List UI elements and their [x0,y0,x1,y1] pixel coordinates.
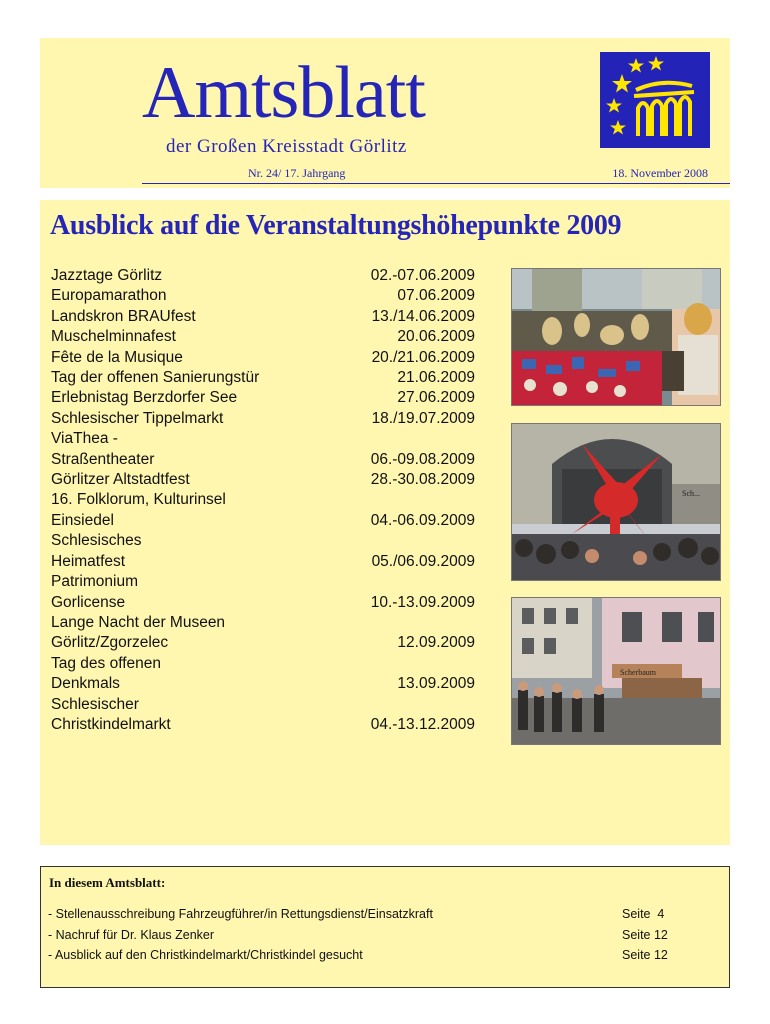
city-logo-icon [600,52,710,148]
event-name: Heimatfest [51,552,126,570]
logo-star [606,98,622,113]
event-name: Fête de la Musique [51,348,183,366]
issue-number: Nr. 24/ 17. Jahrgang [248,166,346,180]
masthead [40,38,730,188]
event-name: Europamarathon [51,287,167,305]
event-date: 13.09.2009 [397,675,475,693]
event-date: 06.-09.08.2009 [370,450,475,468]
toc-item [48,925,688,946]
toc-item [48,904,688,925]
event-date: 20./21.06.2009 [371,348,475,366]
event-row [51,388,475,408]
event-date: 07.06.2009 [397,287,475,305]
event-row [51,531,475,551]
event-date: 10.-13.09.2009 [370,593,475,611]
header-rule [142,183,730,184]
feature-section [40,200,730,845]
event-name: ViaThea - [51,430,118,448]
event-name: Jazztage Görlitz [51,267,163,284]
event-row [51,674,475,694]
event-name: Muschelminnafest [51,328,176,346]
event-name: Schlesisches [51,532,142,550]
street-theater-photo [511,423,721,581]
table-of-contents [40,866,730,988]
event-row [51,715,475,735]
event-date: 27.06.2009 [397,389,475,407]
event-row [51,348,475,368]
event-name: Denkmals [51,675,120,693]
event-row [51,572,475,592]
toc-item-page: Seite 4 [622,907,665,921]
feature-headline: Ausblick auf die Veranstaltungshöhepunkte 2009 [50,210,622,241]
city-logo [600,52,710,148]
event-name: 16. Folklorum, Kulturinsel [51,491,226,509]
toc-item-page: Seite 12 [622,948,668,962]
event-name: Görlitzer Altstadtfest [51,471,190,489]
masthead-title: Amtsblatt [142,52,425,134]
event-date: 28.-30.08.2009 [370,471,475,489]
toc-item-text: - Ausblick auf den Christkindelmarkt/Christkindel gesucht [48,948,363,962]
event-row [51,470,475,490]
event-row [51,633,475,653]
event-row [51,409,475,429]
event-name: Christkindelmarkt [51,715,171,733]
event-name: Straßentheater [51,450,155,468]
toc-item [48,945,688,966]
event-date: 04.-13.12.2009 [370,715,475,733]
event-row [51,613,475,633]
event-name: Schlesischer [51,695,139,713]
event-date: 13./14.06.2009 [371,307,475,325]
issue-date: 18. November 2008 [612,166,708,180]
toc-item-page: Seite 12 [622,927,668,942]
event-row [51,511,475,531]
event-name: Patrimonium [51,573,138,591]
logo-star [648,56,664,71]
toc-list [48,904,688,966]
logo-star [612,74,632,93]
event-name: Schlesischer Tippelmarkt [51,409,224,427]
event-row [51,368,475,388]
event-row [51,286,475,306]
toc-item-text: - Stellenausschreibung Fahrzeugführer/in Rettungsdienst/Einsatzkraft [48,907,433,921]
event-name: Lange Nacht der Museen [51,613,226,631]
event-name: Görlitz/Zgorzelec [51,634,169,652]
event-row [51,327,475,347]
event-list [51,266,475,735]
event-row [51,552,475,572]
logo-star [610,120,626,135]
svg-text:Scherbaum: Scherbaum [620,668,656,677]
event-name: Erlebnistag Berzdorfer See [51,389,238,407]
masthead-subtitle: der Großen Kreisstadt Görlitz [166,136,407,157]
event-row [51,266,475,286]
market-photo [511,268,721,406]
event-row [51,593,475,613]
event-name: Landskron BRAUfest [51,307,196,325]
event-row [51,695,475,715]
event-date: 18./19.07.2009 [371,409,475,427]
logo-bridge-arches [634,83,694,136]
event-name: Tag des offenen [51,654,162,672]
event-date: 20.06.2009 [397,328,475,346]
event-date: 21.06.2009 [397,369,475,387]
event-date: 02.-07.06.2009 [370,267,475,284]
event-row [51,429,475,449]
event-row [51,654,475,674]
svg-text:Sch...: Sch... [682,489,700,498]
event-row [51,490,475,510]
event-name: Tag der offenen Sanierungstür [51,369,260,387]
event-date: 04.-06.09.2009 [370,511,475,529]
event-date: 05./06.09.2009 [371,552,475,570]
toc-title: In diesem Amtsblatt: [49,875,166,890]
event-date: 12.09.2009 [397,634,475,652]
event-name: Einsiedel [51,511,114,529]
toc-item-text: - Nachruf für Dr. Klaus Zenker [48,927,215,942]
christmas-market-photo [511,597,721,745]
event-row [51,307,475,327]
event-name: Gorlicense [51,593,126,611]
event-row [51,450,475,470]
logo-star [628,58,644,73]
